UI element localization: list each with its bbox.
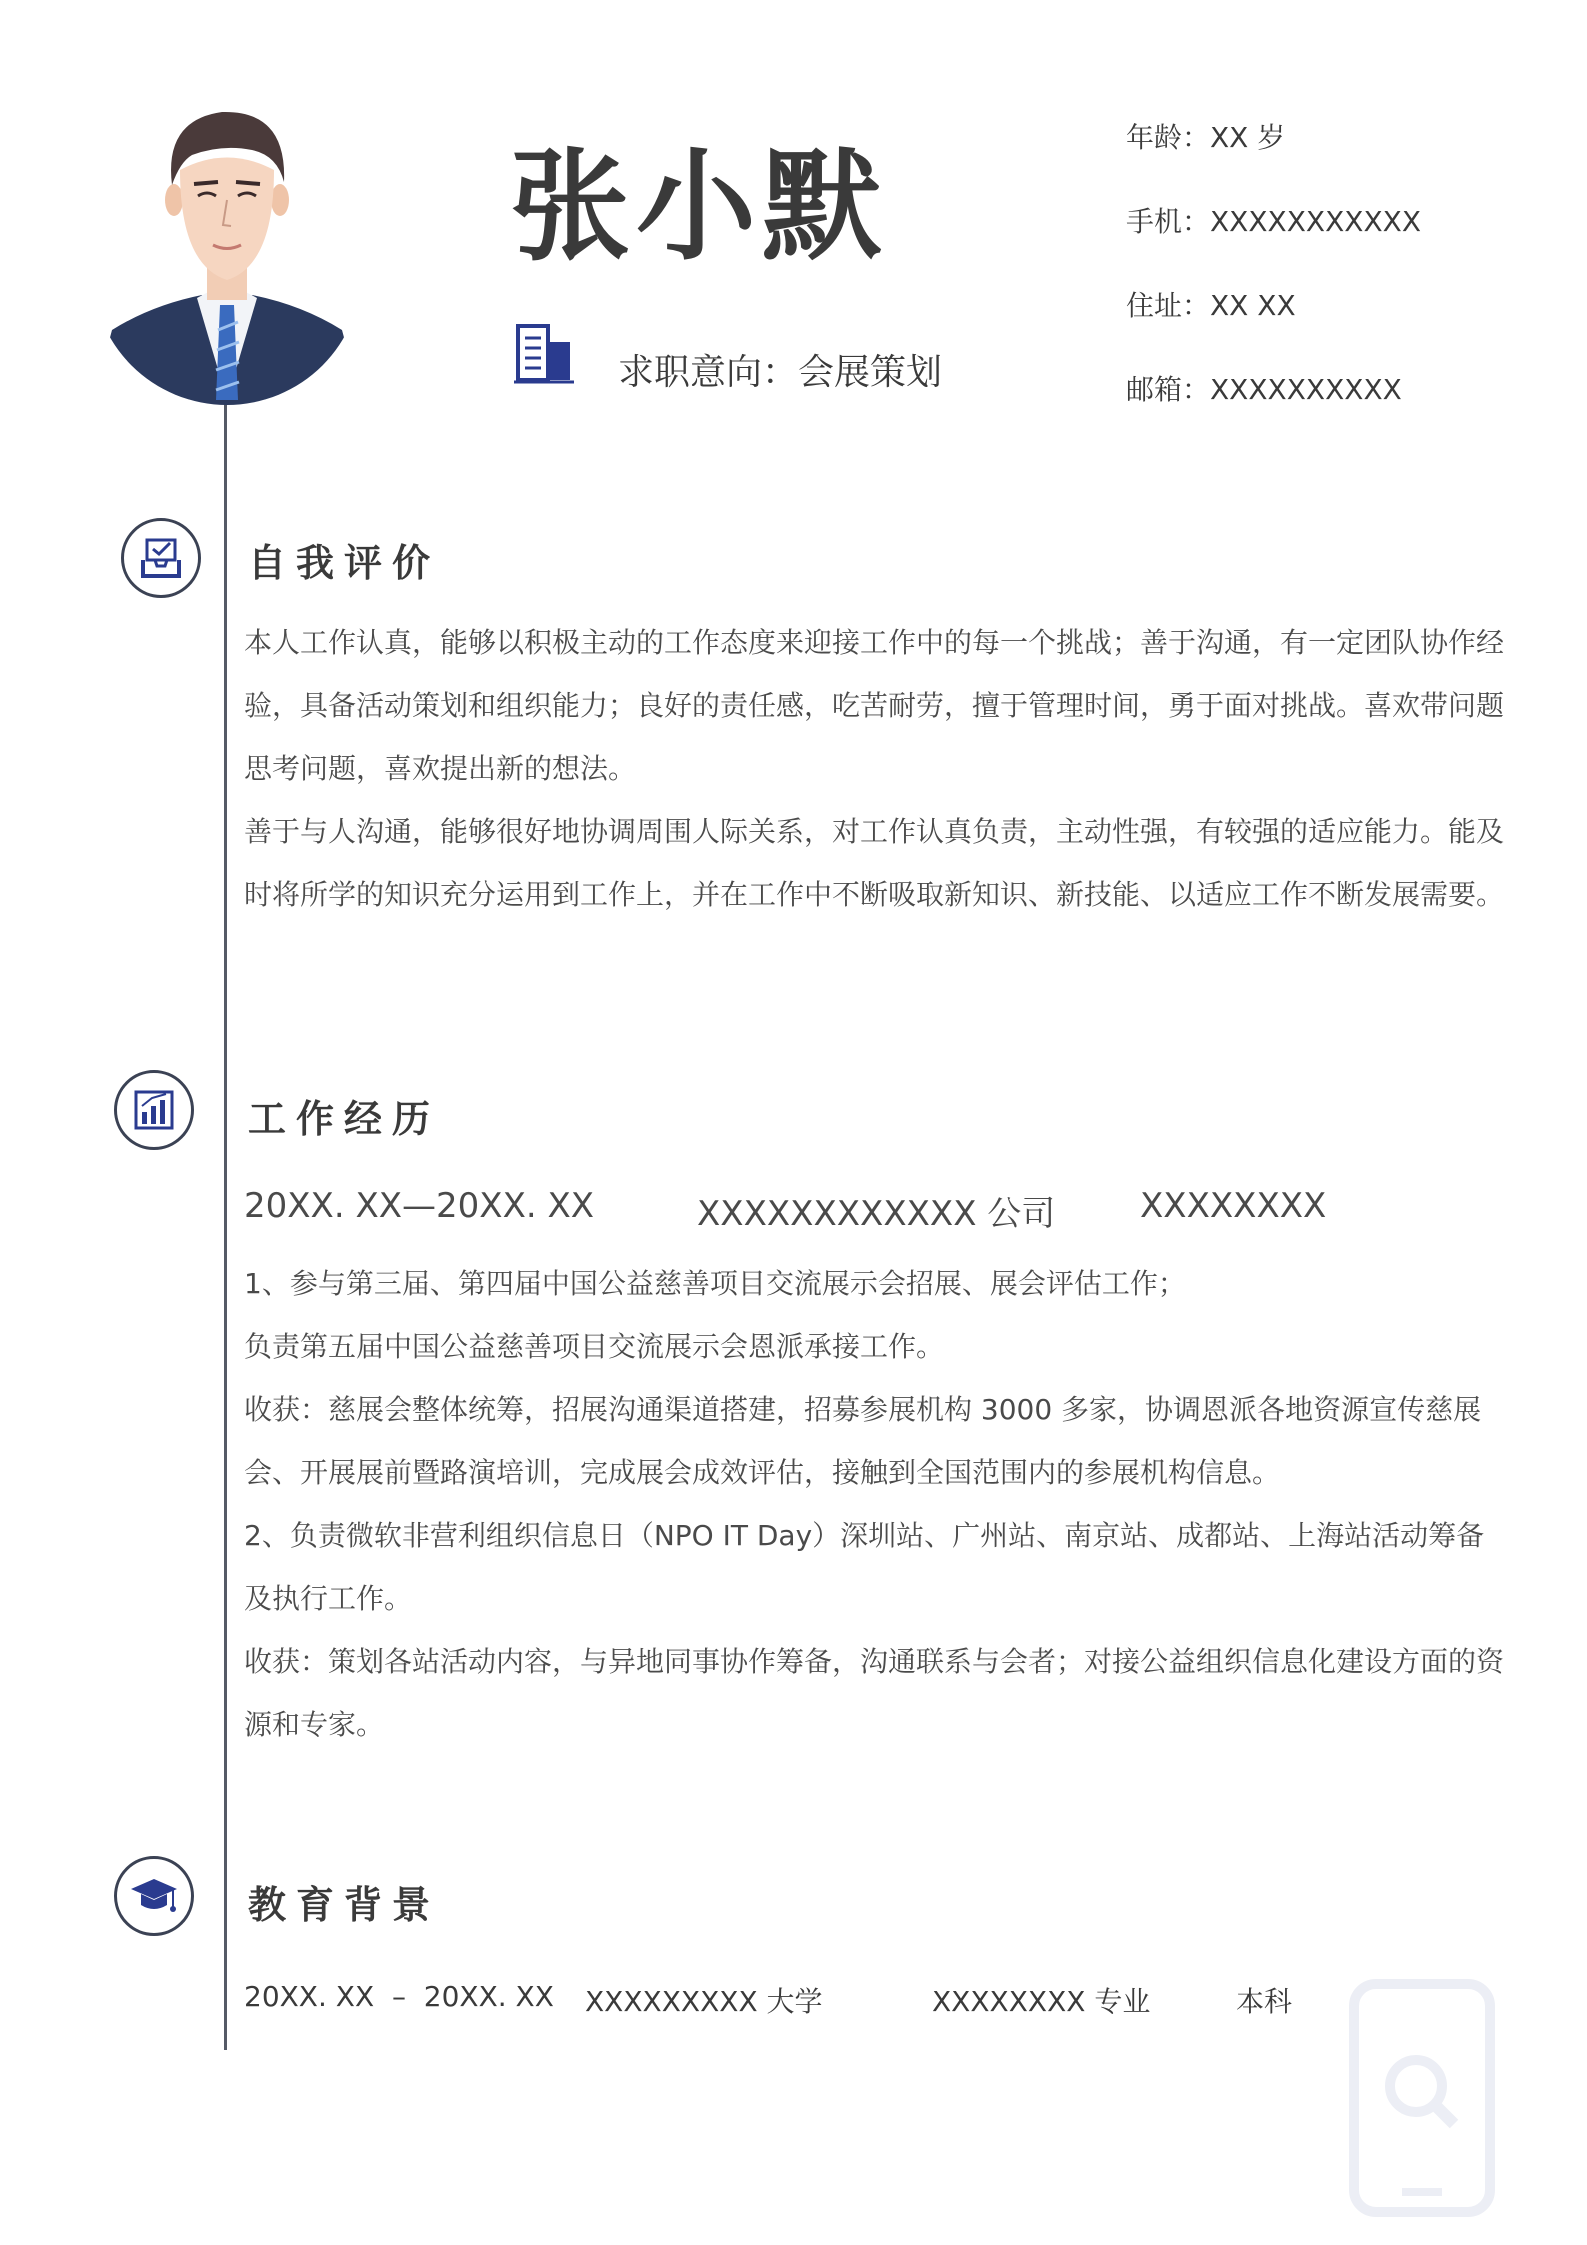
edu-school: XXXXXXXXX 大学 <box>585 1985 823 2018</box>
age-field: 年龄：XX 岁 <box>1126 121 1286 154</box>
job-company: XXXXXXXXXXXX 公司 <box>697 1194 1056 1234</box>
work-icon <box>114 1070 194 1150</box>
self-eval-title: 自我评价 <box>248 541 441 585</box>
edu-period: 20XX. XX – 20XX. XX <box>244 1980 554 2013</box>
candidate-name: 张小默 <box>510 138 888 277</box>
self-eval-paragraph: 善于与人沟通，能够很好地协调周围人际关系，对工作认真负责，主动性强，有较强的适应能力。能及时将所学的知识充分运用到工作上，并在工作中不断吸取新知识、新技能、以适应工作不断发展需要。 <box>244 815 1505 911</box>
self-eval-icon <box>121 518 201 598</box>
education-icon <box>114 1856 194 1936</box>
job-position: XXXXXXXX <box>1140 1186 1327 1226</box>
job-period: 20XX. XX—20XX. XX <box>244 1186 595 1226</box>
work-paragraph: 2、负责微软非营利组织信息日（NPO IT Day）深圳站、广州站、南京站、成都站、上海站活动筹备及执行工作。 <box>244 1519 1485 1615</box>
phone-field: 手机：XXXXXXXXXXX <box>1126 205 1421 238</box>
self-eval-paragraph: 本人工作认真，能够以积极主动的工作态度来迎接工作中的每一个挑战；善于沟通，有一定团队协作经验，具备活动策划和组织能力；良好的责任感，吃苦耐劳，擅于管理时间，勇于面对挑战。喜欢带问题思考问题，喜欢提出新的想法。 <box>244 626 1505 785</box>
work-paragraph: 收获：慈展会整体统筹，招展沟通渠道搭建，招募参展机构 3000 多家，协调恩派各地资源宣传慈展会、开展展前暨路演培训，完成展会成效评估，接触到全国范围内的参展机构信息。 <box>244 1393 1482 1489</box>
timeline-line <box>224 400 227 2050</box>
phone-search-watermark-icon <box>1348 1978 1496 2218</box>
work-paragraph: 负责第五届中国公益慈善项目交流展示会恩派承接工作。 <box>244 1330 945 1363</box>
work-paragraph: 1、参与第三届、第四届中国公益慈善项目交流展示会招展、展会评估工作； <box>244 1267 1186 1300</box>
job-objective: 求职意向：会展策划 <box>618 352 943 393</box>
work-title: 工作经历 <box>248 1097 441 1141</box>
work-paragraph: 收获：策划各站活动内容，与异地同事协作筹备，沟通联系与会者；对接公益组织信息化建设方面的资源和专家。 <box>244 1645 1505 1741</box>
email-field: 邮箱：XXXXXXXXXX <box>1126 373 1402 406</box>
avatar <box>92 100 362 405</box>
education-title: 教育背景 <box>248 1883 441 1927</box>
address-field: 住址：XX XX <box>1126 289 1296 322</box>
work-text <box>244 1252 1506 1756</box>
building-icon <box>512 320 578 386</box>
edu-major: XXXXXXXX 专业 <box>932 1985 1151 2018</box>
self-eval-text <box>244 611 1506 926</box>
edu-degree: 本科 <box>1236 1985 1293 2018</box>
